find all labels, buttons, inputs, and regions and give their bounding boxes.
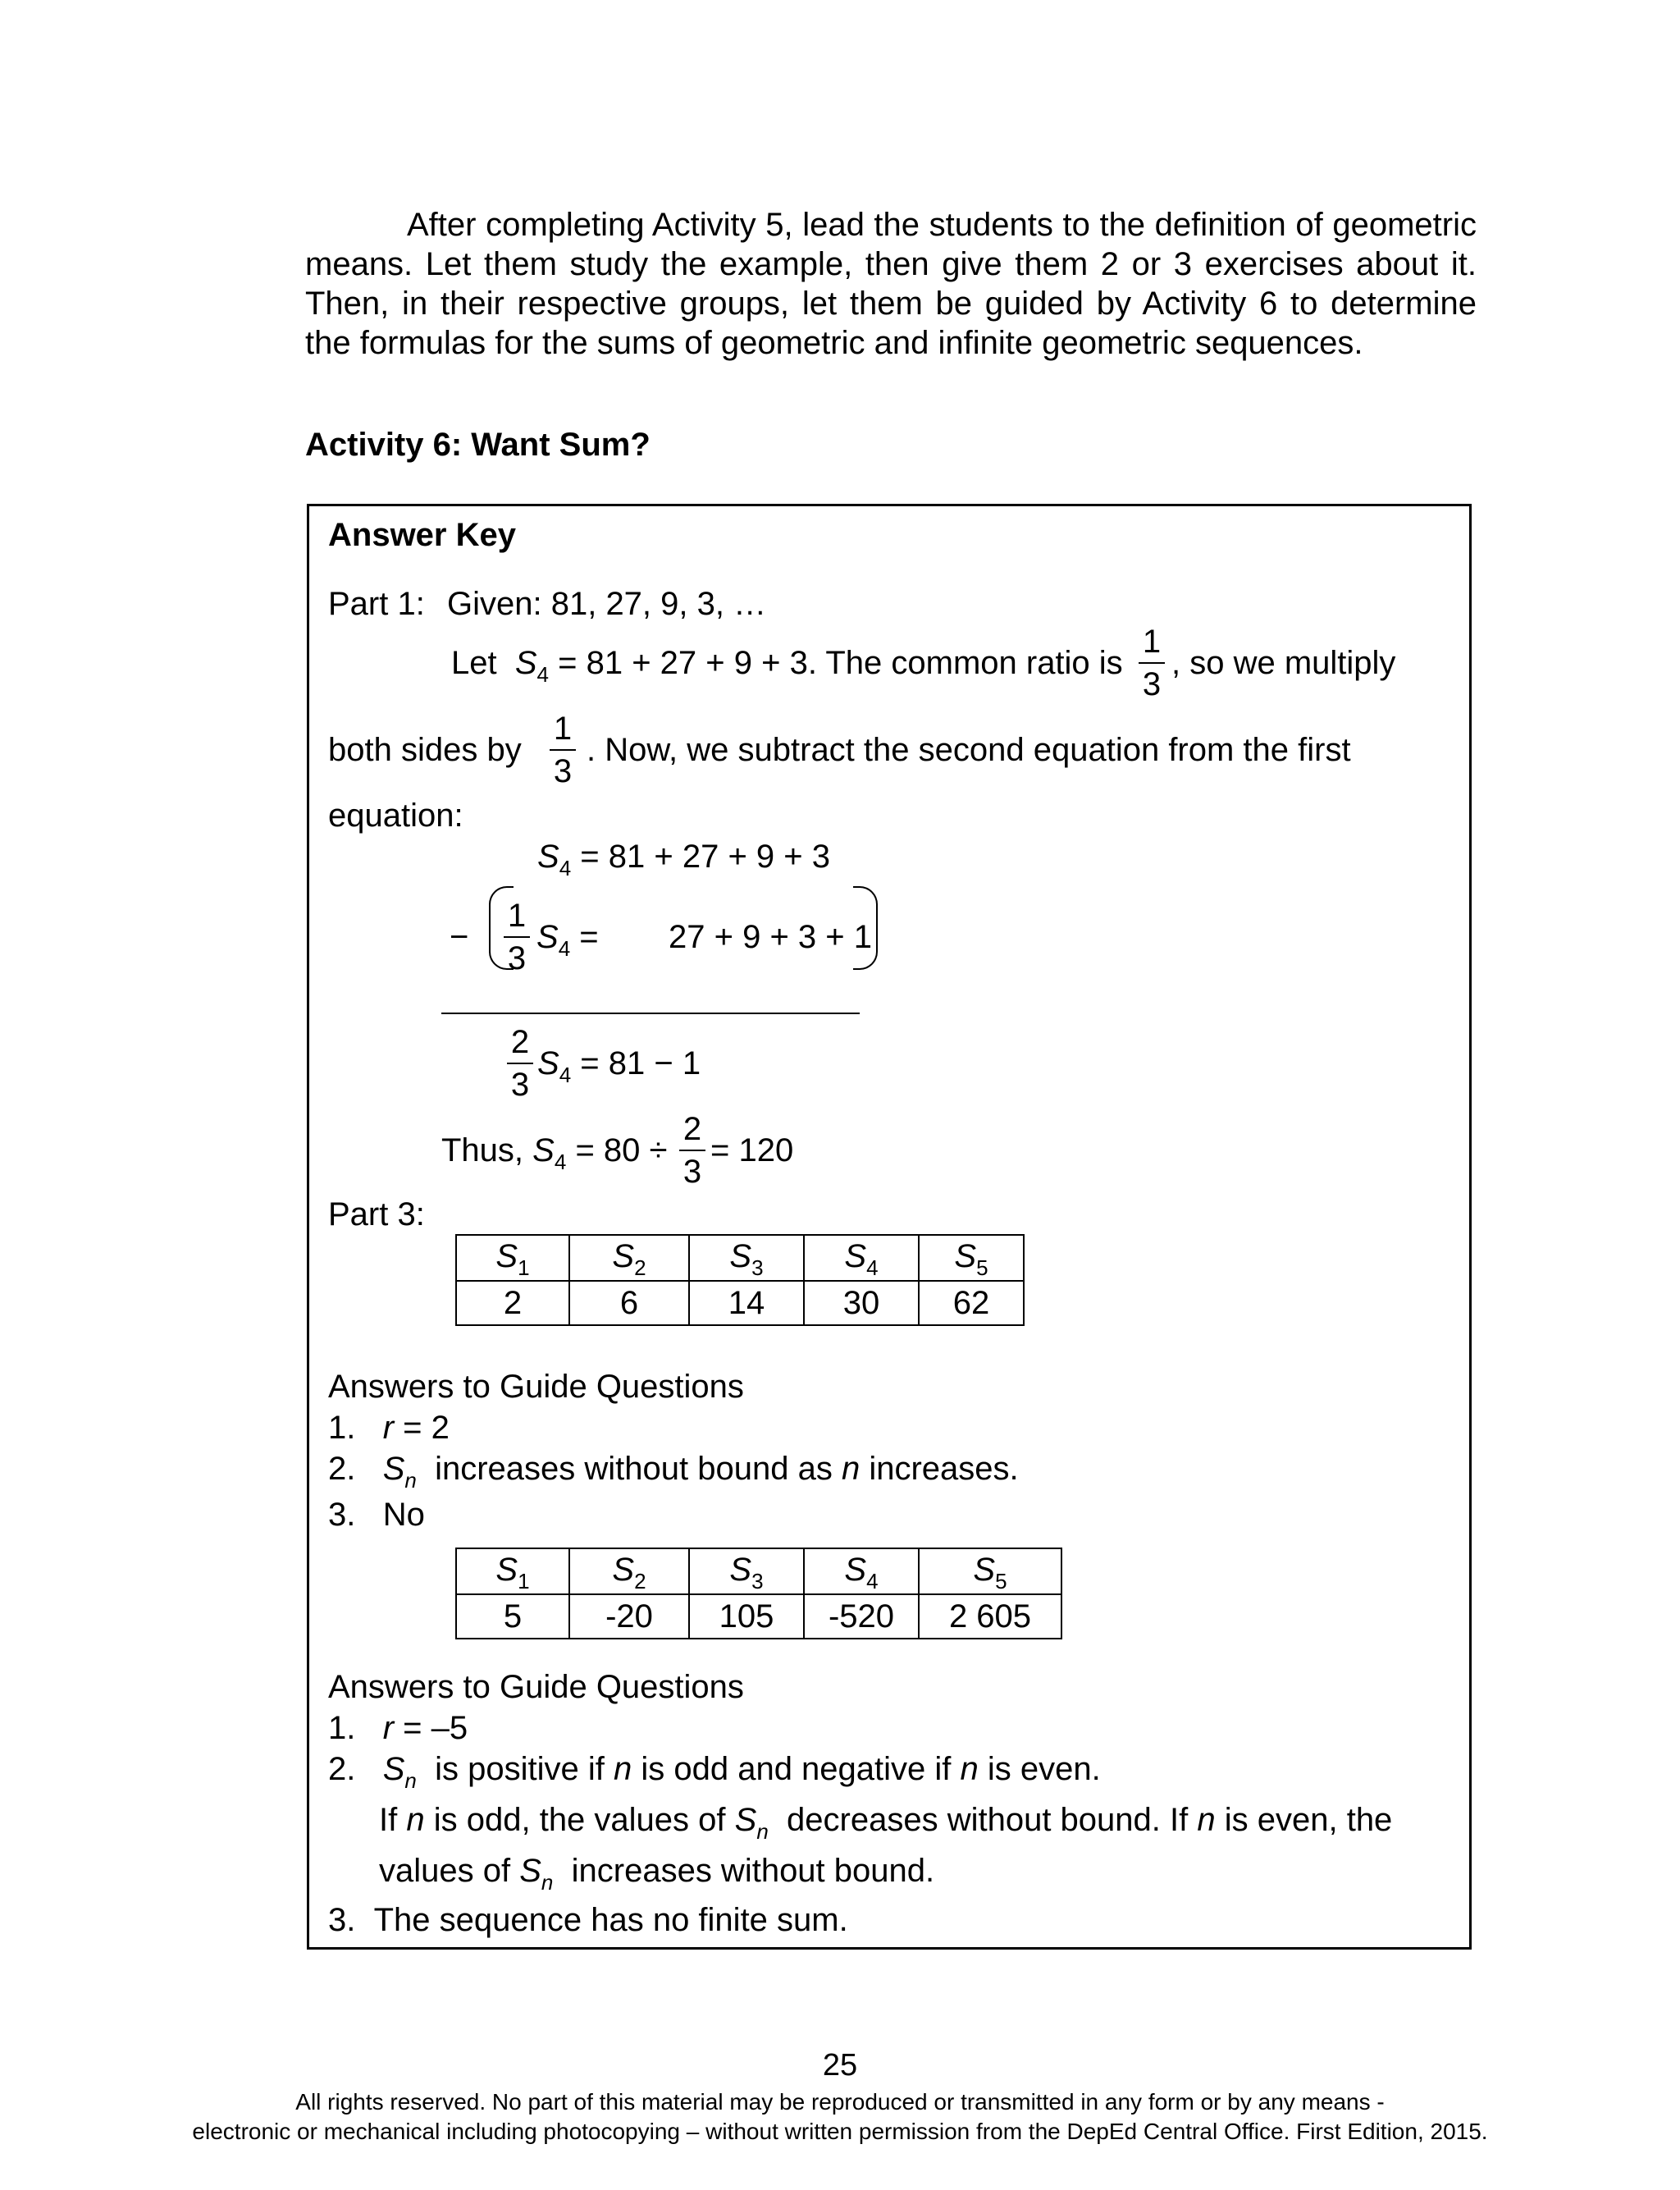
table-cell: $S_2$ <box>569 1548 689 1594</box>
page-number: 25 <box>822 2048 858 2083</box>
guide2-q2-line2: If n is odd, the values of $S_n$ decreases without bound. If n is even, the <box>379 1802 1393 1844</box>
footer-line-1: All rights reserved. No part of this material may be reproduced or transmitted in any form or by any means - <box>295 2089 1385 2115</box>
subtraction-line <box>441 1013 860 1014</box>
part1-label: Part 1: <box>328 586 425 622</box>
equation-3: $S_4 = 81 - 1$ <box>537 1045 701 1087</box>
equation-word: equation: <box>328 798 463 834</box>
table-cell: $S_4$ <box>804 1235 919 1281</box>
guide2-q3: 3. The sequence has no finite sum. <box>328 1902 848 1938</box>
so-we-multiply: , so we multiply <box>1171 645 1396 681</box>
table-cell: 30 <box>804 1281 919 1325</box>
equation-2-rhs: 27 + 9 + 3 + 1 <box>669 919 872 955</box>
now-subtract-text: . Now, we subtract the second equation from the first <box>587 732 1351 768</box>
table-cell: $S_3$ <box>689 1235 804 1281</box>
sums-table-2 <box>455 1548 1062 1639</box>
fraction-one-third-3: 1 3 <box>502 898 532 976</box>
table-row <box>456 1281 1024 1325</box>
table-cell: $S_3$ <box>689 1548 804 1594</box>
intro-paragraph: After completing Activity 5, lead the students to the definition of geometric means. Let them study the example, then give them 2 or 3 exercises about it. Then, in their respective groups, let them be guided by Activity 6 to determine the formulas for the sums of geometric and infinite geometric sequences. <box>305 207 1477 361</box>
guide1-q3: 3. No <box>328 1497 425 1533</box>
table-cell: 105 <box>689 1594 804 1639</box>
table-cell: 62 <box>919 1281 1024 1325</box>
guide2-q1: 1. r = –5 <box>328 1710 468 1746</box>
part1-given: Given: 81, 27, 9, 3, … <box>447 586 767 622</box>
table-cell: 2 <box>456 1281 569 1325</box>
table-cell: $S_1$ <box>456 1548 569 1594</box>
footer-line-2: electronic or mechanical including photocopying – without written permission from the DepEd Central Office. First Edition, 2015. <box>192 2119 1488 2144</box>
guide1-q1: 1. r = 2 <box>328 1410 450 1446</box>
guide-questions-title-2: Answers to Guide Questions <box>328 1669 744 1705</box>
let-sentence: Let $S_4 = 81 + 27 + 9 + 3$. The common ratio is <box>451 645 1123 687</box>
activity-heading: Activity 6: Want Sum? <box>305 427 651 463</box>
thus-equation: Thus, $S_4 = 80$ ÷ <box>441 1132 668 1174</box>
guide-questions-title-1: Answers to Guide Questions <box>328 1369 744 1405</box>
guide2-q2-line3: values of $S_n$ increases without bound. <box>379 1853 935 1895</box>
fraction-two-thirds: 2 3 <box>505 1024 535 1103</box>
table-row <box>456 1594 1061 1639</box>
minus-sign: − <box>450 919 469 955</box>
table-cell: $S_2$ <box>569 1235 689 1281</box>
both-sides-text: both sides by <box>328 732 522 768</box>
answer-key-title: Answer Key <box>328 517 516 553</box>
right-paren <box>853 886 878 970</box>
guide1-q2: 2. $S_n$ increases without bound as n increases. <box>328 1451 1019 1493</box>
fraction-one-third-2: 1 3 <box>548 711 578 789</box>
table-header-row <box>456 1235 1024 1281</box>
sums-table-1 <box>455 1234 1025 1326</box>
fraction-two-thirds-2: 2 3 <box>678 1111 707 1190</box>
table-header-row <box>456 1548 1061 1594</box>
table-cell: $S_5$ <box>919 1548 1061 1594</box>
table-cell: 6 <box>569 1281 689 1325</box>
table-cell: -20 <box>569 1594 689 1639</box>
fraction-one-third: 1 3 <box>1137 624 1166 702</box>
table-cell: 2 605 <box>919 1594 1061 1639</box>
equation-2-lhs: $S_4$ = <box>536 919 599 961</box>
table-cell: 5 <box>456 1594 569 1639</box>
table-cell: -520 <box>804 1594 919 1639</box>
table-cell: $S_5$ <box>919 1235 1024 1281</box>
table-cell: $S_4$ <box>804 1548 919 1594</box>
answer-key-box <box>307 504 1472 1950</box>
thus-result: = 120 <box>710 1132 794 1168</box>
table-cell: 14 <box>689 1281 804 1325</box>
equation-1: $S_4 = 81 + 27 + 9 + 3$ <box>537 839 830 880</box>
guide2-q2: 2. $S_n$ is positive if n is odd and negative if n is even. <box>328 1751 1101 1793</box>
table-cell: $S_1$ <box>456 1235 569 1281</box>
part3-label: Part 3: <box>328 1196 425 1232</box>
